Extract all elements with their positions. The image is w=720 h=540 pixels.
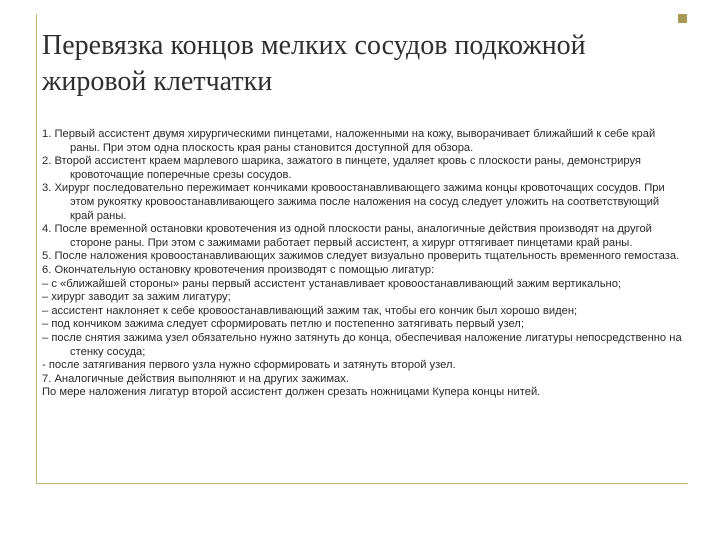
- left-border-line: [36, 14, 37, 484]
- body-item-step-3: 3. Хирург последовательно пережимает кончиками кровоостанавливающего зажима концы кровоточащих сосудов. При этом рукоятку кровоостанавливающего зажима после наложения на сосуд следует уложить на соответствующий край раны.: [42, 182, 665, 222]
- body-item-step-5: 5. После наложения кровоостанавливающих зажимов следует визуально проверить тщательность временного гемостаза.: [42, 250, 680, 263]
- body-item-dash-4: – под кончиком зажима следует сформировать петлю и постепенно затягивать первый узел;: [42, 318, 524, 331]
- body-item-dash-5: – после снятия зажима узел обязательно нужно затянуть до конца, обеспечивая наложение лигатуры непосредственно на стенку сосуда;: [42, 331, 682, 358]
- slide-body: [42, 128, 682, 400]
- slide-title: [42, 28, 682, 100]
- body-item-dash-1: – с «ближайшей стороны» раны первый ассистент устанавливает кровоостанавливающий зажим вертикально;: [42, 277, 622, 290]
- slide-title-line: жировой клетчатки: [42, 66, 273, 97]
- body-item-step-2: 2. Второй ассистент краем марлевого шарика, зажатого в пинцете, удаляет кровь с плоскости раны, демонстрируя кровоточащие поперечные срезы сосудов.: [42, 155, 641, 181]
- corner-accent-square: [678, 14, 687, 23]
- slide-title-line: Перевязка концов мелких сосудов подкожной: [42, 30, 586, 61]
- body-item-dash-3: – ассистент наклоняет к себе кровоостанавливающий зажим так, чтобы его кончик был хорошо виден;: [42, 304, 578, 317]
- body-item-dash-2: – хирург заводит за зажим лигатуру;: [42, 291, 231, 304]
- body-item-dash-6: - после затягивания первого узла нужно сформировать и затянуть второй узел.: [42, 359, 456, 372]
- body-item-step-7: 7. Аналогичные действия выполняют и на других зажимах.: [42, 372, 349, 385]
- body-item-step-6: 6. Окончательную остановку кровотечения производят с помощью лигатур:: [42, 263, 435, 276]
- body-item-step-4: 4. После временной остановки кровотечения из одной плоскости раны, аналогичные действия производят на другой стороне раны. При этом с зажимами работает первый ассистент, а хирург оттягивает пинцетами край раны.: [42, 223, 652, 249]
- bottom-border-line: [36, 483, 688, 484]
- body-item-final-note: По мере наложения лигатур второй ассистент должен срезать ножницами Купера концы нитей.: [42, 386, 541, 399]
- body-item-step-1: 1. Первый ассистент двумя хирургическими пинцетами, наложенными на кожу, выворачивает ближайший к себе край раны. При этом одна плоскость края раны становится доступной для обзора.: [42, 128, 656, 154]
